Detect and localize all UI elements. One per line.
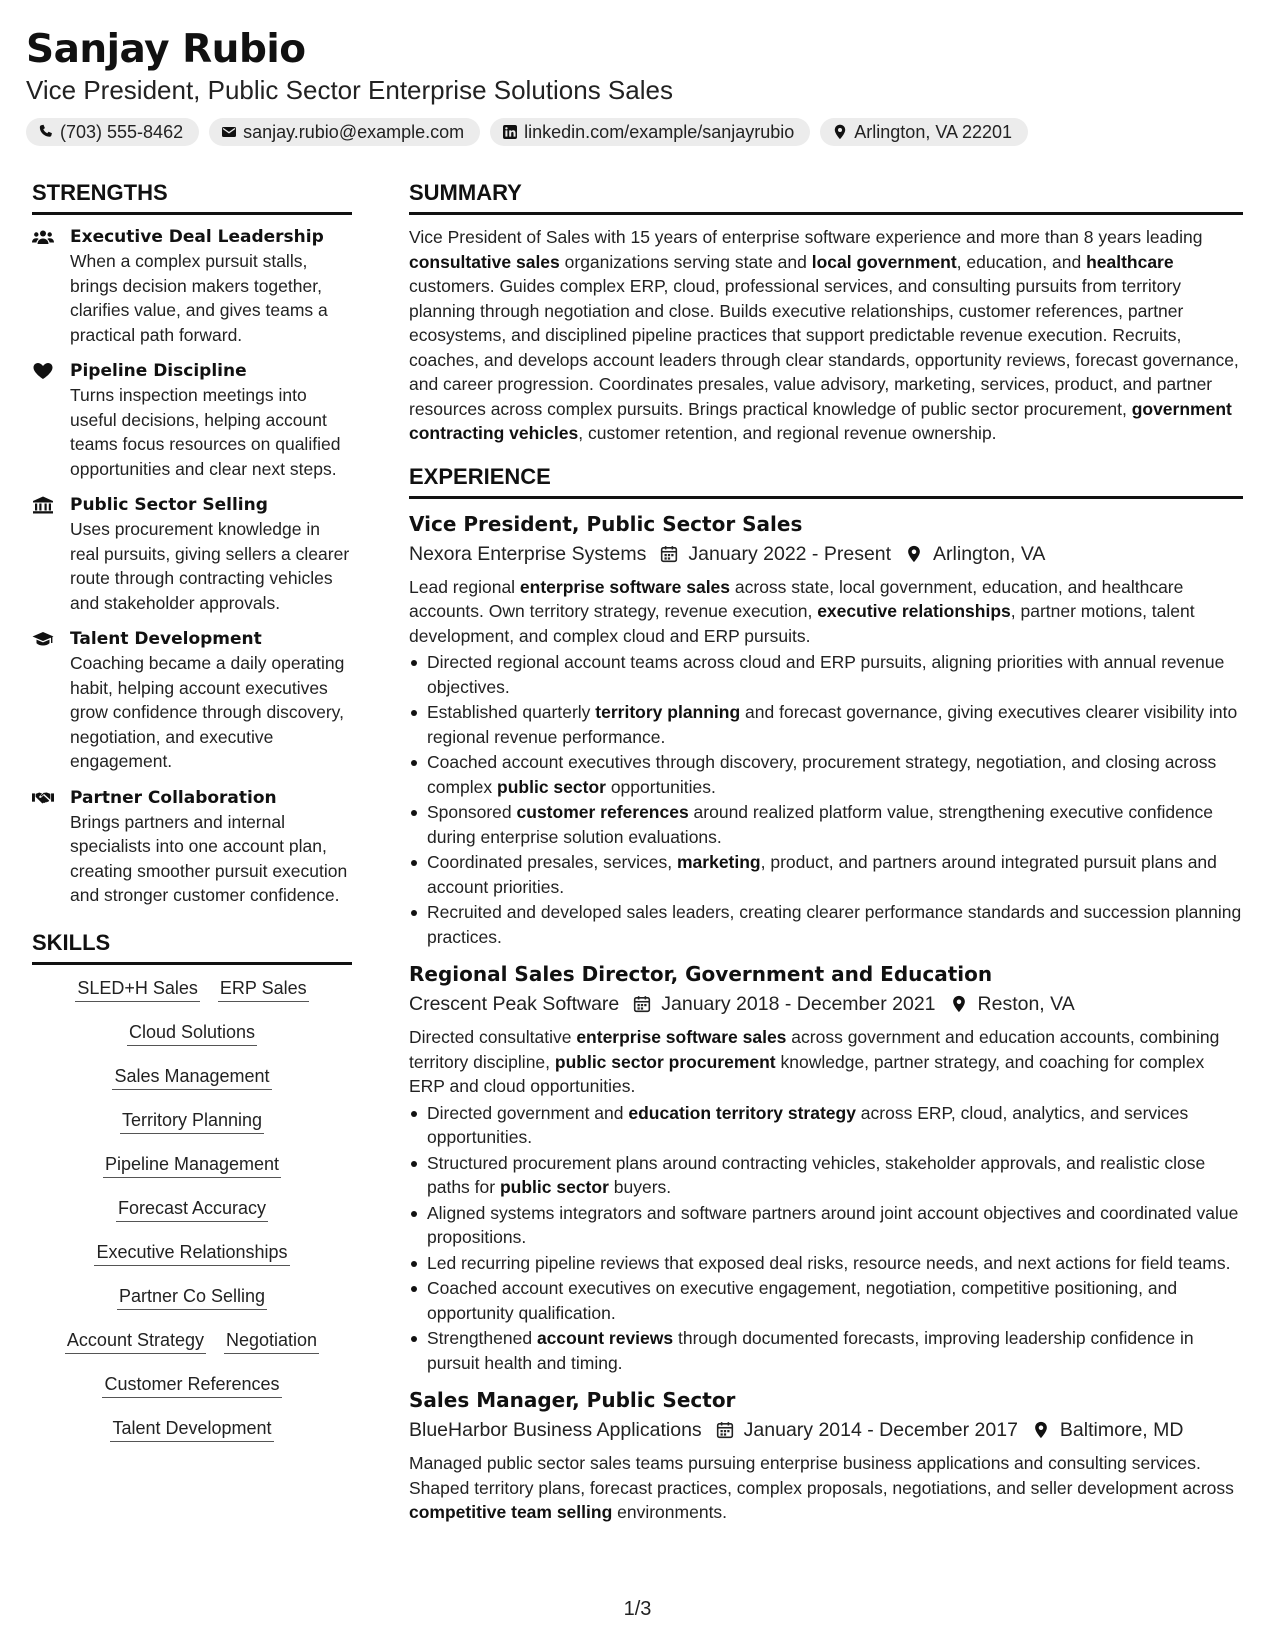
strength-description: When a complex pursuit stalls, brings decision makers together, clarifies value, and gives teams a practical path forward.	[70, 251, 328, 345]
experience-list	[409, 509, 1243, 1525]
job-description: Managed public sector sales teams pursuing enterprise business applications and consulting services. Shaped territory plans, forecast practices, complex proposals, negotiations, and seller development across competitive team selling environments.	[409, 1453, 1234, 1522]
skill-tag: SLED+H Sales	[75, 975, 200, 1002]
strengths-heading: STRENGTHS	[32, 180, 352, 215]
keyword: territory planning	[595, 702, 741, 722]
strength-title: Executive Deal Leadership	[70, 227, 324, 247]
skill-tag: Cloud Solutions	[127, 1019, 257, 1046]
summary-text: Vice President of Sales with 15 years of enterprise software experience and more than 8 years leading consultative sales organizations serving state and local government, education, and healthcare customers. Guides complex ERP, cloud, professional services, and consulting pursuits from territory planning through negotiation and close. Builds executive relationships, customer references, partner ecosystems, and disciplined pipeline practices that support predictable revenue execution. Recruits, coaches, and develops account leaders through clear standards, opportunity reviews, forecast governance, and career progression. Coordinates presales, value advisory, marketing, services, product, and partner resources across complex pursuits. Brings practical knowledge of public sector procurement, government contracting vehicles, customer retention, and regional revenue ownership.	[409, 227, 1239, 443]
job-bullet: Sponsored customer references around realized platform value, strengthening executive confidence during enterprise solution evaluations.	[409, 800, 1243, 849]
skill-tag: Account Strategy	[65, 1327, 206, 1354]
job-meta	[409, 1415, 1243, 1445]
skill-tag: Forecast Accuracy	[116, 1195, 268, 1222]
email-icon	[221, 124, 237, 140]
job-title: Vice President, Public Sector Sales	[409, 511, 803, 536]
skill-row	[32, 1283, 352, 1310]
keyword: customer references	[516, 802, 689, 822]
job-location: Arlington, VA	[933, 542, 1046, 565]
job-location: Reston, VA	[977, 993, 1075, 1015]
summary-heading: SUMMARY	[409, 180, 1243, 215]
keyword: public sector	[499, 1177, 609, 1197]
keyword: public sector	[497, 776, 606, 797]
strength-body	[70, 493, 352, 615]
skill-row	[32, 975, 352, 1002]
strength-title: Talent Development	[70, 629, 262, 649]
skill-tag: Pipeline Management	[103, 1151, 281, 1178]
strength-description: Coaching became a daily operating habit, helping account executives grow confidence through discovery, negotiation, and executive engagement.	[70, 653, 345, 771]
strength-body	[70, 627, 352, 774]
job-bullet: Established quarterly territory planning and forecast governance, giving executives clearer visibility into regional revenue performance.	[409, 700, 1243, 749]
candidate-name: Sanjay Rubio	[26, 27, 306, 72]
keyword: healthcare	[1086, 251, 1174, 272]
job-dates: January 2014 - December 2017	[743, 1419, 1018, 1441]
heart-icon	[32, 359, 70, 481]
keyword: government contracting vehicles	[409, 398, 1232, 443]
keyword: public sector procurement	[554, 1051, 776, 1072]
company-name: Crescent Peak Software	[409, 993, 620, 1015]
skill-tag: Customer References	[102, 1371, 281, 1398]
contact-chip[interactable]	[26, 118, 199, 146]
job-bullets	[409, 1101, 1243, 1376]
strength-item	[32, 359, 352, 481]
job-bullet: Led recurring pipeline reviews that exposed deal risks, resource needs, and next actions for field teams.	[409, 1251, 1243, 1276]
keyword: local government	[811, 251, 957, 272]
job-bullet: Structured procurement plans around contracting vehicles, stakeholder approvals, and realistic close paths for public sector buyers.	[409, 1151, 1243, 1200]
strength-item	[32, 786, 352, 908]
experience-entry	[409, 1385, 1243, 1525]
skill-row	[32, 1151, 352, 1178]
job-bullet: Coached account executives through discovery, procurement strategy, negotiation, and closing across complex public sector opportunities.	[409, 750, 1243, 799]
strength-description: Brings partners and internal specialists into one account plan, creating smoother pursuit execution and stronger customer confidence.	[70, 811, 348, 905]
linkedin-icon	[502, 124, 518, 140]
strength-description: Uses procurement knowledge in real pursuits, giving sellers a clearer route through contracting vehicles and stakeholder approvals.	[70, 519, 350, 613]
keyword: consultative sales	[409, 251, 560, 272]
job-bullet: Recruited and developed sales leaders, creating clearer performance standards and succession planning practices.	[409, 900, 1243, 949]
job-bullet: Coached account executives on executive engagement, negotiation, competitive positioning, and opportunity qualification.	[409, 1276, 1243, 1325]
strength-title: Public Sector Selling	[70, 495, 268, 515]
keyword: marketing	[676, 852, 761, 872]
skills-heading: SKILLS	[32, 930, 352, 965]
keyword: account reviews	[536, 1328, 674, 1348]
keyword: enterprise software sales	[519, 576, 731, 597]
company-name: Nexora Enterprise Systems	[409, 542, 647, 565]
job-title: Sales Manager, Public Sector	[409, 1388, 736, 1412]
job-description: Directed consultative enterprise software sales across government and education accounts, combining territory discipline, public sector procurement knowledge, partner strategy, and coaching for complex ERP and cloud opportunities.	[409, 1027, 1220, 1096]
keyword: education territory strategy	[628, 1102, 856, 1123]
job-description: Lead regional enterprise software sales across state, local government, education, and healthcare accounts. Own territory strategy, revenue execution, executive relationships, partner motions, talent development, and complex cloud and ERP pursuits.	[409, 576, 1195, 646]
skill-tag: ERP Sales	[218, 975, 309, 1002]
phone-icon	[38, 124, 54, 140]
skill-row	[32, 1371, 352, 1398]
keyword: competitive team selling	[409, 1502, 613, 1522]
experience-entry	[409, 959, 1243, 1375]
job-title: Regional Sales Director, Government and Education	[409, 962, 993, 986]
strength-description: Turns inspection meetings into useful decisions, helping account teams focus resources on qualified opportunities and clear next steps.	[70, 385, 341, 479]
strength-item	[32, 225, 352, 347]
job-bullets	[409, 650, 1243, 949]
skill-tag: Partner Co Selling	[117, 1283, 267, 1310]
job-location: Baltimore, MD	[1059, 1419, 1184, 1441]
strength-title: Partner Collaboration	[70, 787, 277, 808]
skill-row	[32, 1239, 352, 1266]
skill-row	[32, 1107, 352, 1134]
users-icon	[32, 225, 70, 347]
keyword: executive relationships	[817, 601, 1011, 621]
contact-chip[interactable]	[820, 118, 1028, 146]
location-pin-icon	[832, 124, 848, 140]
experience-entry	[409, 509, 1243, 950]
skill-row	[32, 1063, 352, 1090]
skill-tag: Territory Planning	[120, 1107, 264, 1134]
job-dates: January 2018 - December 2021	[661, 993, 936, 1015]
job-meta	[409, 989, 1243, 1019]
right-column	[409, 180, 1243, 1535]
skill-tag: Executive Relationships	[94, 1239, 289, 1266]
strength-body	[70, 786, 352, 908]
institution-icon	[32, 493, 70, 615]
skills-list	[32, 975, 352, 1442]
contact-chip[interactable]	[490, 118, 810, 146]
resume-header	[26, 26, 1246, 146]
job-meta	[409, 539, 1243, 569]
job-bullet: Coordinated presales, services, marketing, product, and partners around integrated pursuit plans and account priorities.	[409, 850, 1243, 899]
strength-body	[70, 225, 352, 347]
job-bullet: Directed regional account teams across cloud and ERP pursuits, aligning priorities with annual revenue objectives.	[409, 650, 1243, 699]
skill-tag: Sales Management	[112, 1063, 271, 1090]
skill-row	[32, 1195, 352, 1222]
graduation-cap-icon	[32, 627, 70, 774]
strength-title: Pipeline Discipline	[70, 361, 247, 381]
location-pin-icon	[891, 545, 933, 563]
job-bullet: Aligned systems integrators and software partners around joint account objectives and coordinated value propositions.	[409, 1201, 1243, 1250]
skill-tag: Negotiation	[224, 1327, 319, 1354]
strength-item	[32, 493, 352, 615]
contact-text: linkedin.com/example/sanjayrubio	[524, 121, 795, 142]
experience-heading: EXPERIENCE	[409, 464, 1243, 499]
strength-body	[70, 359, 352, 481]
calendar-icon	[619, 995, 661, 1013]
calendar-icon	[646, 545, 688, 563]
contact-text: sanjay.rubio@example.com	[243, 121, 465, 142]
skill-row	[32, 1019, 352, 1046]
company-name: BlueHarbor Business Applications	[409, 1419, 702, 1441]
location-pin-icon	[936, 995, 978, 1013]
left-column	[32, 180, 352, 1459]
calendar-icon	[702, 1421, 744, 1439]
skill-row	[32, 1327, 352, 1354]
contact-text: (703) 555-8462	[60, 121, 184, 142]
strengths-list	[32, 225, 352, 908]
keyword: enterprise software sales	[576, 1027, 787, 1047]
strength-item	[32, 627, 352, 774]
job-bullet: Directed government and education territory strategy across ERP, cloud, analytics, and services opportunities.	[409, 1101, 1243, 1150]
contact-chip[interactable]	[209, 118, 480, 146]
job-bullet: Strengthened account reviews through documented forecasts, improving leadership confidence in pursuit health and timing.	[409, 1326, 1243, 1375]
contact-text: Arlington, VA 22201	[854, 121, 1013, 142]
location-pin-icon	[1018, 1421, 1060, 1439]
page-number: 1/3	[623, 1598, 652, 1620]
contact-bar	[26, 118, 1246, 146]
candidate-title: Vice President, Public Sector Enterprise Solutions Sales	[26, 75, 673, 105]
skill-row	[32, 1415, 352, 1442]
skill-tag: Talent Development	[110, 1415, 273, 1442]
handshake-icon	[32, 786, 70, 908]
job-dates: January 2022 - Present	[688, 542, 892, 565]
